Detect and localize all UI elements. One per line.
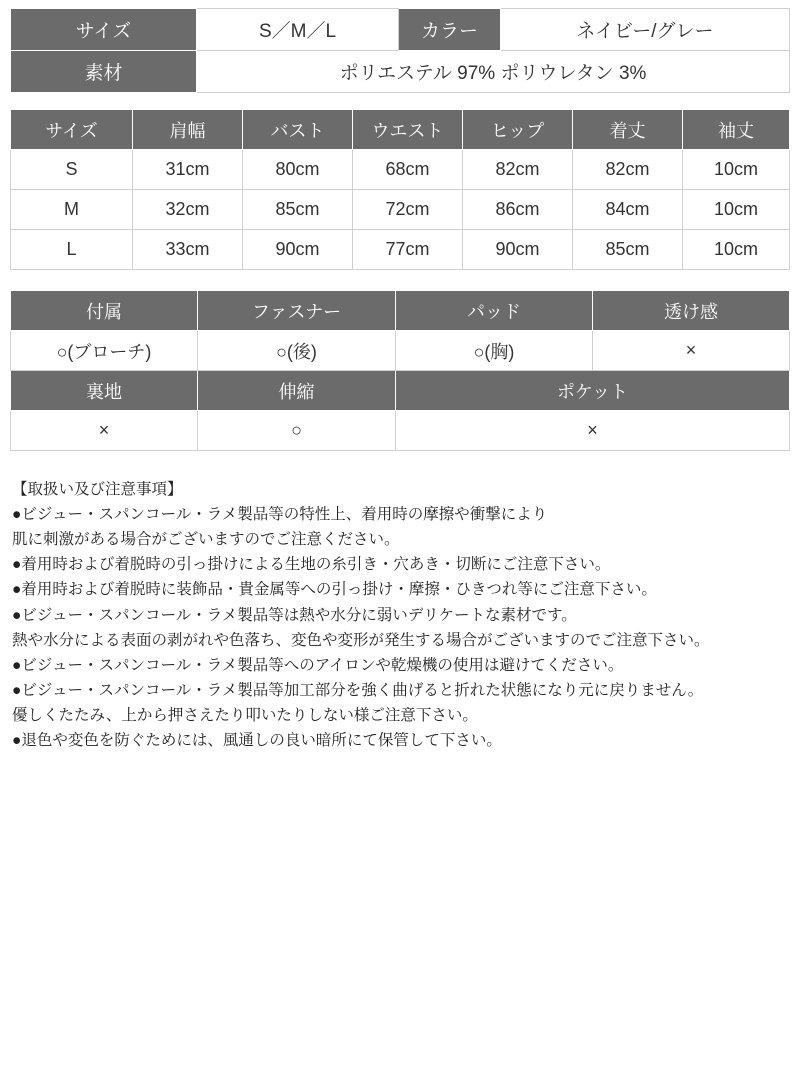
detail-label-pad: パッド	[396, 291, 593, 331]
detail-value-lining: ×	[11, 411, 198, 451]
size-chart-table	[10, 109, 790, 270]
detail-value-pad: ○(胸)	[396, 331, 593, 371]
care-note-line: ●退色や変色を防ぐためには、風通しの良い暗所にて保管して下さい。	[12, 732, 502, 750]
size-cell: 82cm	[463, 150, 573, 190]
size-cell: M	[11, 190, 133, 230]
spec-value-material: ポリエステル 97% ポリウレタン 3%	[197, 51, 790, 93]
spec-table	[10, 8, 790, 93]
size-col-hip: ヒップ	[463, 110, 573, 150]
size-cell: 77cm	[353, 230, 463, 270]
detail-label-stretch: 伸縮	[198, 371, 396, 411]
size-cell: 90cm	[243, 230, 353, 270]
care-note-line: 熱や水分による表面の剥がれや色落ち、変色や変形が発生する場合がございますのでご注意下さい。	[12, 631, 710, 649]
size-cell: 32cm	[133, 190, 243, 230]
spec-label-color: カラー	[399, 9, 501, 51]
table-row	[11, 9, 790, 51]
table-row	[11, 331, 790, 371]
size-col-bust: バスト	[243, 110, 353, 150]
spec-label-size: サイズ	[11, 9, 197, 51]
detail-value-accessory: ○(ブローチ)	[11, 331, 198, 371]
size-cell: 10cm	[683, 230, 790, 270]
care-notes-title: 【取扱い及び注意事項】	[12, 481, 183, 498]
care-note-line: ●着用時および着脱時に装飾品・貴金属等への引っ掛け・摩擦・ひきつれ等にご注意下さい。	[12, 581, 657, 599]
detail-value-stretch: ○	[198, 411, 396, 451]
size-cell: 85cm	[573, 230, 683, 270]
detail-label-sheerness: 透け感	[593, 291, 790, 331]
table-row	[11, 230, 790, 270]
table-header-row	[11, 291, 790, 331]
detail-label-pocket: ポケット	[396, 371, 790, 411]
size-cell: S	[11, 150, 133, 190]
size-col-waist: ウエスト	[353, 110, 463, 150]
table-row	[11, 150, 790, 190]
size-cell: 82cm	[573, 150, 683, 190]
detail-value-zipper: ○(後)	[198, 331, 396, 371]
table-row	[11, 190, 790, 230]
care-notes	[10, 477, 790, 753]
detail-table	[10, 290, 790, 451]
detail-label-zipper: ファスナー	[198, 291, 396, 331]
care-note-line: 優しくたたみ、上から押さえたり叩いたりしない様ご注意下さい。	[12, 706, 478, 724]
size-col-shoulder: 肩幅	[133, 110, 243, 150]
detail-value-pocket: ×	[396, 411, 790, 451]
table-header-row	[11, 371, 790, 411]
table-header-row	[11, 110, 790, 150]
size-cell: 31cm	[133, 150, 243, 190]
size-cell: 68cm	[353, 150, 463, 190]
size-cell: 80cm	[243, 150, 353, 190]
care-note-line: ●ビジュー・スパンコール・ラメ製品等は熱や水分に弱いデリケートな素材です。	[12, 606, 577, 624]
detail-value-sheerness: ×	[593, 331, 790, 371]
size-cell: 10cm	[683, 150, 790, 190]
size-cell: 10cm	[683, 190, 790, 230]
size-col-length: 着丈	[573, 110, 683, 150]
spec-value-color: ネイビー/グレー	[501, 9, 790, 51]
size-cell: 33cm	[133, 230, 243, 270]
size-cell: L	[11, 230, 133, 270]
spec-label-material: 素材	[11, 51, 197, 93]
size-cell: 86cm	[463, 190, 573, 230]
size-cell: 72cm	[353, 190, 463, 230]
spec-value-size: S／M／L	[197, 9, 399, 51]
care-note-line: ●ビジュー・スパンコール・ラメ製品等加工部分を強く曲げると折れた状態になり元に戻りません。	[12, 681, 704, 699]
size-cell: 84cm	[573, 190, 683, 230]
size-cell: 85cm	[243, 190, 353, 230]
detail-label-accessory: 付属	[11, 291, 198, 331]
care-note-line: 肌に刺激がある場合がございますのでご注意ください。	[12, 531, 400, 549]
size-cell: 90cm	[463, 230, 573, 270]
care-note-line: ●ビジュー・スパンコール・ラメ製品等の特性上、着用時の摩擦や衝撃により	[12, 506, 548, 524]
size-col-size: サイズ	[11, 110, 133, 150]
table-row	[11, 411, 790, 451]
size-col-sleeve: 袖丈	[683, 110, 790, 150]
care-note-line: ●ビジュー・スパンコール・ラメ製品等へのアイロンや乾燥機の使用は避けてください。	[12, 656, 624, 674]
detail-label-lining: 裏地	[11, 371, 198, 411]
table-row	[11, 51, 790, 93]
care-note-line: ●着用時および着脱時の引っ掛けによる生地の糸引き・穴あき・切断にご注意下さい。	[12, 556, 611, 574]
